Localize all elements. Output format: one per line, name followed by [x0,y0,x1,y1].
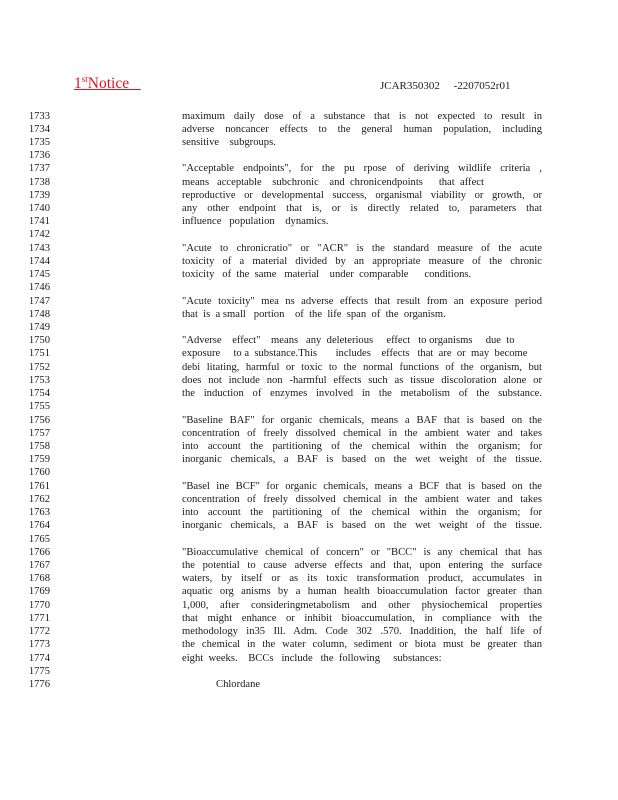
document-line [0,242,618,255]
line-number: 1761 [28,480,50,492]
line-number: 1745 [28,269,50,281]
line-number: 1736 [28,150,50,162]
line-text: "Baseline BAF" for organic chemicals, means a BAF that is based on the [182,414,542,426]
document-line [0,559,618,572]
line-text: concentration of freely dissolved chemical in the ambient water and takes [182,493,542,505]
line-text: toxicity of a material divided by an appropriate measure of the chronic [182,255,542,267]
document-line [0,136,618,149]
line-text: any other endpoint that is, or is directly related to, parameters that [182,203,542,215]
line-number: 1774 [28,652,50,664]
document-line [0,652,618,665]
line-number: 1750 [28,335,50,347]
line-text: reproductive or developmental success, organismal viability or growth, or [182,189,542,201]
line-number: 1764 [28,520,50,532]
line-number: 1763 [28,507,50,519]
line-number: 1775 [28,665,50,677]
line-number: 1751 [28,348,50,360]
line-text: influence population dynamics. [182,216,329,228]
line-number: 1753 [28,374,50,386]
line-number: 1757 [28,427,50,439]
line-number: 1772 [28,626,50,638]
line-number: 1762 [28,493,50,505]
document-line [0,387,618,400]
line-number: 1765 [28,533,50,545]
line-number: 1755 [28,401,50,413]
document-line [0,321,618,334]
line-text: Chlordane [216,678,261,690]
document-line [0,546,618,559]
line-number: 1766 [28,546,50,558]
line-text: sensitive subgroups. [182,136,276,148]
line-number: 1759 [28,454,50,466]
document-line [0,295,618,308]
document-line [0,123,618,136]
line-number: 1746 [28,282,50,294]
notice-number: 1 [74,75,82,92]
notice-suffix: st [81,74,88,84]
line-number: 1749 [28,322,50,334]
line-text: toxicity of the same material under comparable conditions. [182,269,472,281]
line-text: exposure to a substance.This includes effects that are or may become [182,348,528,360]
line-text: inorganic chemicals, a BAF is based on the wet weight of the tissue. [182,454,542,466]
document-line [0,678,618,691]
document-line [0,228,618,241]
document-line [0,466,618,479]
line-number: 1776 [28,678,50,690]
document-line [0,519,618,532]
document-line [0,308,618,321]
document-line [0,268,618,281]
document-line [0,202,618,215]
line-text: into account the partitioning of the chemical within the organism; for [182,507,542,519]
line-number: 1734 [28,123,50,135]
document-line [0,162,618,175]
line-text: inorganic chemicals, a BAF is based on the wet weight of the tissue. [182,520,542,532]
line-number: 1754 [28,388,50,400]
line-number: 1740 [28,203,50,215]
line-number: 1758 [28,441,50,452]
line-number: 1743 [28,242,50,254]
line-text: that might enhance or inhibit bioaccumulation, in compliance with the [182,612,542,624]
notice-word: Notice [87,75,130,92]
line-text: means acceptable subchronic and chronicendpoints that affect [182,176,484,188]
line-text: "Acute toxicity" mea ns adverse effects that result from an exposure period [182,295,542,307]
line-text: concentration of freely dissolved chemical in the ambient water and takes [182,427,542,439]
line-number: 1741 [28,216,50,228]
line-text: "Acceptable endpoints", for the pu rpose of deriving wildlife criteria , [182,163,542,175]
line-number: 1747 [28,295,50,307]
line-number: 1767 [28,559,50,571]
line-text: the potential to cause adverse effects and that, upon entering the surface [182,559,542,571]
line-text: that is a small portion of the life span of the organism. [182,308,446,320]
line-number: 1756 [28,414,50,426]
document-line [0,149,618,162]
document-line [0,110,618,123]
document-line [0,665,618,678]
line-text: debi litating, harmful or toxic to the normal functions of the organism, but [182,361,542,373]
document-line [0,625,618,638]
line-text: adverse noncancer effects to the general human population, including [182,123,542,135]
document-line [0,638,618,651]
document-line [0,189,618,202]
line-text: eight weeks. BCCs include the following substances: [182,652,442,664]
line-text: 1,000, after consideringmetabolism and other physiochemical properties [182,599,542,611]
line-text: methodology in35 Ill. Adm. Code 302 .570. Inaddition, the half life of [182,626,542,638]
line-number: 1737 [28,163,50,175]
line-text: the chemical in the water column, sediment or biota must be greater than [182,639,542,651]
document-line [0,572,618,585]
line-number: 1769 [28,586,50,598]
document-line [0,400,618,413]
line-number: 1752 [28,361,50,373]
line-number: 1744 [28,255,50,267]
line-number: 1735 [28,136,50,148]
line-text: aquatic org anisms by a human health bioaccumulation factor greater than [182,586,542,598]
document-line [0,361,618,374]
document-line [0,347,618,360]
line-number: 1770 [28,599,50,611]
line-number: 1733 [28,110,50,122]
line-text: does not include non -harmful effects such as tissue discoloration alone or [182,374,542,386]
line-text: "Bioaccumulative chemical of concern" or "BCC" is any chemical that has [182,546,542,558]
line-text: into account the partitioning of the chemical within the organism; for [182,441,542,452]
document-line [0,281,618,294]
document-line [0,480,618,493]
line-text: "Acute to chronicratio" or "ACR" is the standard measure of the acute [182,242,542,254]
document-line [0,414,618,427]
document-line [0,427,618,440]
header-code: JCAR350302 -2207052r01 [380,80,511,92]
line-number: 1742 [28,229,50,241]
document-line [0,215,618,228]
document-line [0,440,618,453]
line-number: 1738 [28,176,50,188]
document-line [0,599,618,612]
document-line [0,506,618,519]
document-line [0,493,618,506]
line-number: 1739 [28,189,50,201]
document-line [0,612,618,625]
line-text: waters, by itself or as its toxic transformation product, accumulates in [182,573,542,585]
line-text: the induction of enzymes involved in the metabolism of the substance. [182,388,542,400]
line-number: 1768 [28,573,50,585]
document-line [0,533,618,546]
line-text: "Basel ine BCF" for organic chemicals, means a BCF that is based on the [182,480,542,492]
line-number: 1773 [28,639,50,651]
header-notice [74,74,141,93]
line-number: 1771 [28,612,50,624]
line-text: "Adverse effect" means any deleterious effect to organisms due to [182,335,515,347]
document-line [0,334,618,347]
line-number: 1748 [28,308,50,320]
document-line [0,374,618,387]
document-line [0,585,618,598]
line-number: 1760 [28,467,50,479]
document-line [0,255,618,268]
document-line [0,453,618,466]
document-line [0,176,618,189]
line-text: maximum daily dose of a substance that is not expected to result in [182,110,542,122]
